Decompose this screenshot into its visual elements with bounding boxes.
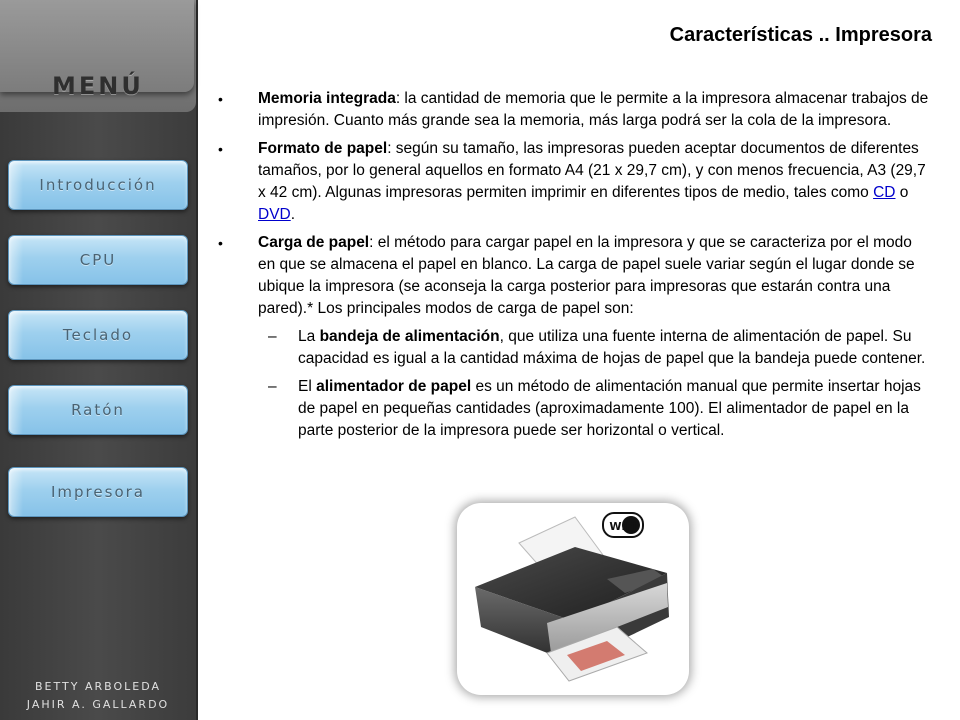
bullet-term: Memoria integrada <box>258 90 396 107</box>
link-cd[interactable]: CD <box>873 184 896 201</box>
bullet-dot: • <box>218 235 223 251</box>
page-title: Características .. Impresora <box>669 24 932 46</box>
bullet-item <box>216 138 932 226</box>
sub-bullet-term: alimentador de papel <box>316 378 472 395</box>
nav-button-label: Teclado <box>62 326 134 344</box>
nav-button-teclado[interactable] <box>8 310 188 360</box>
sub-bullet-item <box>216 326 932 370</box>
sub-bullet-text: El <box>298 378 317 395</box>
sub-bullet-item <box>216 376 932 442</box>
sub-bullet-dash: – <box>268 328 277 345</box>
printer-illustration <box>457 503 689 695</box>
printer-image <box>457 503 689 695</box>
bullet-term: Formato de papel <box>258 140 388 157</box>
bullet-text: : el método para cargar papel en la impresora y que se caracteriza por el modo en que se almacena el papel en blanco. La carga de papel suele variar según el lugar donde se ubique la impresora (se aconseja la carga posterior para impresoras que estarán contra una pared).* Los principales modos de carga de papel son: <box>258 234 915 317</box>
nav-button-label: Introducción <box>39 176 157 194</box>
bullet-text: : la cantidad de memoria que le permite a la impresora almacenar trabajos de impresión. Cuanto más grande sea la memoria, más larga podrá ser la cola de la impresora. <box>258 90 929 129</box>
sub-bullet-text: La <box>298 328 320 345</box>
bullet-text: : según su tamaño, las impresoras pueden aceptar documentos de diferentes tamaños, por lo general aquellos en formato A4 (21 x 29,7 cm), y con menos frecuencia, A3 (29,7 x 42 cm). Algunas impresoras permiten imprimir en diferentes tipos de medio, tales como <box>258 140 926 201</box>
nav-button-impresora[interactable] <box>8 467 188 517</box>
bullet-item <box>216 88 932 132</box>
sub-bullet-text: es un método de alimentación manual que permite insertar hojas de papel en pequeñas cantidades (aproximadamente 100). El alimentador de papel en la parte posterior de la impresora puede ser horizontal o vertical. <box>298 378 921 439</box>
nav-button-raton[interactable] <box>8 385 188 435</box>
sub-bullet-term: bandeja de alimentación <box>319 328 500 345</box>
link-dvd[interactable]: DVD <box>258 206 291 223</box>
nav-button-label: CPU <box>79 251 117 269</box>
bullet-dot: • <box>218 141 223 157</box>
sub-bullet-text: , que utiliza una fuente interna de alimentación de papel. Su capacidad es igual a la cantidad máxima de hojas de papel que la bandeja puede contener. <box>298 328 926 367</box>
sidebar <box>0 0 198 720</box>
bullet-dot: • <box>218 91 223 107</box>
bullet-item <box>216 232 932 320</box>
credit-line: BETTY ARBOLEDA <box>34 680 162 693</box>
nav-button-label: Impresora <box>51 483 145 501</box>
nav-button-cpu[interactable] <box>8 235 188 285</box>
menu-title: MENÚ <box>52 72 144 100</box>
content <box>216 88 932 448</box>
bullet-term: Carga de papel <box>258 234 370 251</box>
credits <box>0 678 196 714</box>
bullet-text: . <box>290 206 296 223</box>
sub-bullet-dash: – <box>268 378 277 395</box>
credit-line: JAHIR A. GALLARDO <box>26 698 170 711</box>
menu-tab <box>0 0 196 112</box>
nav-button-label: Ratón <box>71 401 125 419</box>
wifi-icon: WiFi <box>609 520 637 533</box>
bullet-text: o <box>895 184 909 201</box>
nav-button-introduccion[interactable] <box>8 160 188 210</box>
